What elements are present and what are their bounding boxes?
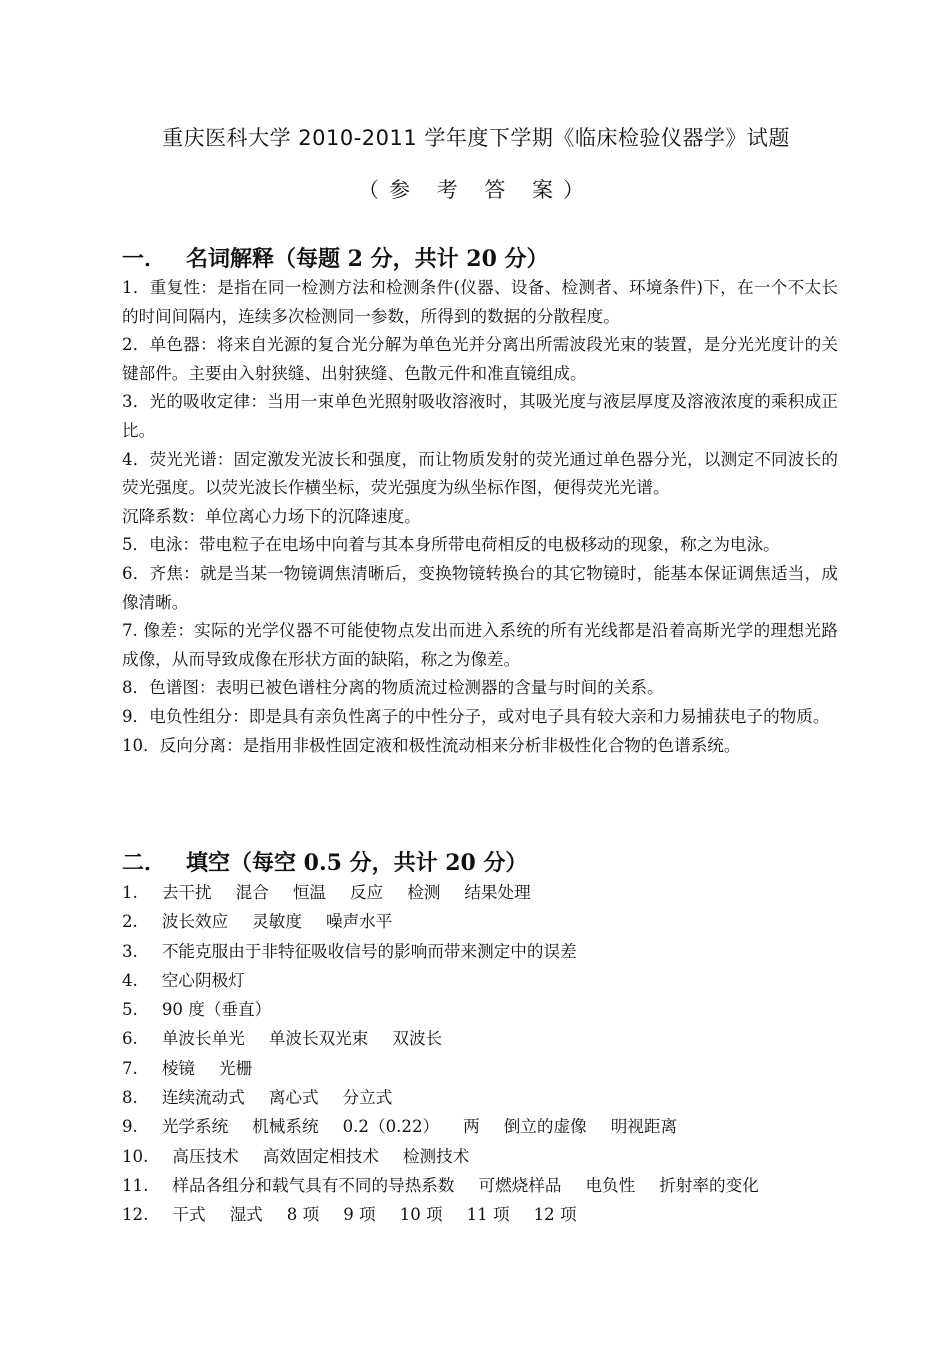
answer-blank: 倒立的虚像 — [503, 1117, 587, 1137]
answer-row — [122, 1054, 838, 1083]
answer-row — [122, 1171, 838, 1200]
answer-blank: 离心式 — [268, 1088, 319, 1108]
answer-blank: 结果处理 — [464, 883, 531, 902]
answer-blank: 90 度（垂直） — [161, 1000, 272, 1020]
answer-blank: 检测 — [407, 883, 441, 902]
document-subtitle: （参 考 答 案） — [357, 178, 595, 202]
answer-blank: 机械系统 — [252, 1117, 319, 1137]
answer-blank: 棱镜 — [161, 1058, 196, 1078]
answer-row — [122, 1024, 838, 1053]
answer-number: 1. — [122, 883, 138, 902]
answer-blank: 干式 — [172, 1205, 206, 1225]
section-number: 一． — [122, 246, 167, 272]
answer-number: 12. — [122, 1205, 149, 1225]
answer-number: 11. — [122, 1175, 149, 1195]
answer-blank: 光学系统 — [161, 1117, 229, 1137]
answer-blank: 样品各组分和载气具有不同的导热系数 — [172, 1175, 455, 1195]
answer-row — [122, 878, 838, 907]
answer-blank: 不能克服由于非特征吸收信号的影响而带来测定中的误差 — [161, 941, 577, 961]
fill-in-answers — [122, 878, 838, 1230]
answer-number: 10. — [122, 1146, 149, 1166]
definitions-list — [122, 274, 838, 760]
answer-row — [122, 1083, 838, 1112]
answer-blank: 光栅 — [219, 1058, 253, 1078]
answer-blank: 单波长双光束 — [268, 1029, 369, 1049]
answer-row — [122, 1142, 838, 1171]
section-heading-fill-in — [122, 846, 528, 877]
answer-blank: 连续流动式 — [161, 1088, 245, 1108]
answer-blank: 双波长 — [392, 1029, 443, 1049]
answer-blank: 11 项 — [466, 1205, 510, 1225]
answer-blank: 反应 — [350, 883, 384, 902]
answer-blank: 单波长单光 — [161, 1029, 245, 1049]
answer-blank: 分立式 — [342, 1088, 393, 1108]
answer-row — [122, 1112, 838, 1141]
answer-number: 7. — [122, 1058, 138, 1078]
definition-item: 9．电负性组分：即是具有亲负性离子的中性分子，或对电子具有较大亲和力易捕获电子的物质。 — [122, 706, 830, 726]
definition-item: 沉降系数：单位离心力场下的沉降速度。 — [122, 506, 421, 526]
answer-blank: 高效固定相技术 — [262, 1146, 379, 1166]
answer-blank: 明视距离 — [610, 1117, 678, 1137]
definition-item: 2．单色器：将来自光源的复合光分解为单色光并分离出所需波段光束的装置，是分光光度计的关键部件。主要由入射狭缝、出射狭缝、色散元件和准直镜组成。 — [122, 335, 838, 383]
definition-item: 4．荧光光谱：固定激发光波长和强度，而让物质发射的荧光通过单色器分光，以测定不同波长的荧光强度。以荧光波长作横坐标，荧光强度为纵坐标作图，便得荧光光谱。 — [122, 449, 838, 498]
answer-number: 3. — [122, 941, 138, 961]
answer-blank: 12 项 — [533, 1205, 577, 1225]
section-number: 二． — [122, 850, 167, 876]
answer-number: 2. — [122, 912, 138, 932]
definition-item: 6．齐焦：就是当某一物镜调焦清晰后，变换物镜转换台的其它物镜时，能基本保证调焦适当，成像清晰。 — [122, 563, 838, 612]
definition-item: 7. 像差：实际的光学仪器不可能使物点发出而进入系统的所有光线都是沿着高斯光学的理想光路成像，从而导致成像在形状方面的缺陷，称之为像差。 — [122, 621, 838, 669]
answer-row — [122, 907, 838, 936]
definition-item: 5．电泳：带电粒子在电场中向着与其本身所带电荷相反的电极移动的现象，称之为电泳。 — [122, 535, 780, 555]
answer-blank: 波长效应 — [161, 912, 229, 932]
definition-item: 8．色谱图：表明已被色谱柱分离的物质流过检测器的含量与时间的关系。 — [122, 678, 664, 698]
answer-number: 6. — [122, 1029, 138, 1049]
answer-blank: 电负性 — [585, 1175, 636, 1195]
answer-blank: 9 项 — [343, 1205, 376, 1225]
answer-blank: 10 项 — [399, 1205, 443, 1225]
definition-item: 1．重复性：是指在同一检测方法和检测条件(仪器、设备、检测者、环境条件)下，在一个不太长的时间间隔内，连续多次检测同一参数，所得到的数据的分散程度。 — [122, 278, 838, 326]
answer-blank: 两 — [463, 1117, 480, 1137]
answer-blank: 灵敏度 — [252, 912, 302, 932]
answer-blank: 混合 — [235, 883, 269, 902]
answer-blank: 高压技术 — [172, 1146, 239, 1166]
definition-item: 10．反向分离：是指用非极性固定液和极性流动相来分析非极性化合物的色谱系统。 — [122, 735, 741, 755]
answer-number: 5. — [122, 1000, 138, 1020]
answer-row — [122, 995, 838, 1024]
section-title: 名词解释（每题 2 分，共计 20 分） — [186, 246, 549, 272]
answer-row — [122, 1200, 838, 1229]
answer-blank: 检测技术 — [402, 1146, 470, 1166]
answer-row — [122, 937, 838, 966]
definition-item: 3．光的吸收定律：当用一束单色光照射吸收溶液时，其吸光度与液层厚度及溶液浓度的乘积成正比。 — [122, 392, 838, 440]
answer-blank: 8 项 — [286, 1205, 320, 1225]
document-title: 重庆医科大学 2010-2011 学年度下学期《临床检验仪器学》试题 — [162, 126, 790, 150]
section-heading-definitions — [122, 242, 549, 273]
section-title: 填空（每空 0.5 分，共计 20 分） — [186, 850, 528, 876]
answer-blank: 去干扰 — [161, 883, 212, 902]
answer-blank: 折射率的变化 — [659, 1175, 759, 1195]
answer-blank: 恒温 — [292, 883, 326, 902]
answer-row — [122, 966, 838, 995]
answer-blank: 可燃烧样品 — [478, 1175, 562, 1195]
answer-number: 4. — [122, 970, 138, 990]
answer-blank: 噪声水平 — [326, 912, 393, 932]
answer-number: 8. — [122, 1088, 138, 1108]
answer-blank: 湿式 — [229, 1205, 263, 1225]
answer-blank: 0.2（0.22） — [342, 1117, 440, 1137]
answer-number: 9. — [122, 1117, 138, 1137]
answer-blank: 空心阴极灯 — [161, 970, 245, 990]
